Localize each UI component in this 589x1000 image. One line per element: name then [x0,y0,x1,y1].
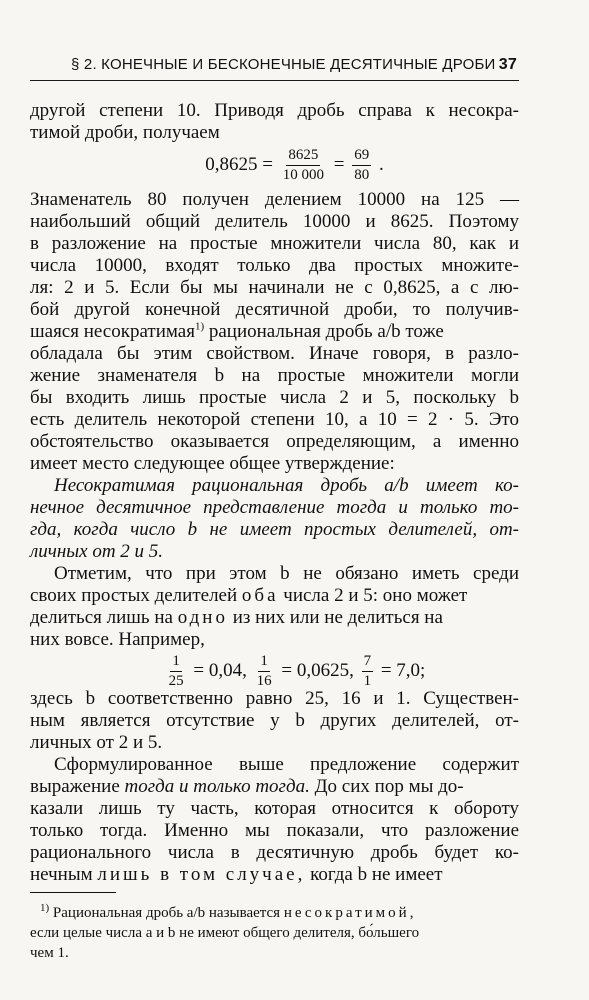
text-line [30,321,519,343]
header-rule [30,80,519,81]
emphasis-spaced: лишь в том случае, [97,864,306,885]
fraction-numerator: 8625 [286,148,320,166]
formula-lhs: 0,8625 = [205,153,273,175]
text-line: бой другой конечной десятичной дроби, то получив- [30,299,519,320]
equals-sign: = [333,153,345,175]
text-line [30,607,519,629]
text-segment: делиться лишь на [30,607,173,628]
fraction [255,654,274,689]
running-head [71,56,519,74]
text-line: рационального числа в десятичную дробь будет ко- [30,842,519,863]
section-title: § 2. КОНЕЧНЫЕ И БЕСКОНЕЧНЫЕ ДЕСЯТИЧНЫЕ ДРОБИ [71,56,496,73]
text-line: только тогда. Именно мы показали, что разложение [30,820,519,841]
text-line: имеет место следующее общее утверждение: [30,453,395,474]
text-segment: рациональная дробь a/b тоже [208,321,444,342]
theorem-line: гда, когда число b не имеет простых делителей, от- [30,519,519,540]
footnote-line [30,904,519,922]
footnote-rule [30,892,116,893]
text-segment: своих простых делителей [30,585,238,606]
text-line: Сформулированное выше предложение содержит [54,754,519,775]
text-line: бы входить лишь простые числа 2 и 5, поскольку b [30,387,519,408]
text-line: жение знаменателя b на простые множители могли [30,365,519,386]
theorem-line: нечное десятичное представление тогда и только то- [30,497,519,518]
fraction [167,654,186,689]
page-number: 37 [498,56,517,73]
fraction-denominator: 16 [256,673,272,689]
formula-examples [0,654,589,689]
text-line: другой степени 10. Приводя дробь справа к несокра- [30,100,519,121]
text-line: ным является отсутствие у b других делителей, от- [30,710,519,731]
fraction-denominator: 1 [363,673,372,689]
text-line: казали лишь ту часть, которая относится к обороту [30,798,519,819]
text-line: обладала бы этим свойством. Иначе говоря, в разло- [30,343,519,364]
emphasis-spaced: оба [241,585,279,606]
formula-end: . [378,153,384,175]
text-line: есть делитель некоторой степени 10, а 10 = 2 · 5. Это [30,409,519,430]
text-line: наибольший общий делитель 10000 и 8625. Поэтому [30,211,519,232]
fraction-denominator: 25 [168,673,184,689]
text-line: в разложение на простые множители числа 80, как и [30,233,519,254]
footnote-text: Рациональная дробь a/b называется [52,905,281,921]
text-line [30,864,519,886]
formula-value: = 0,0625, [281,659,354,681]
formula-value: = 7,0; [380,659,426,681]
text-segment: шаяся несократимая [30,321,195,342]
text-line: обстоятельство оказывается определяющим, а именно [30,431,519,452]
footnote-line: чем 1. [30,945,69,961]
text-line: личных от 2 и 5. [30,732,163,753]
fraction-denominator: 10 000 [282,167,324,183]
footnote-ref: 1) [194,320,205,333]
theorem-line: Несократимая рациональная дробь a/b имеет ко- [54,475,519,496]
theorem-line: личных от 2 и 5. [30,541,164,562]
fraction [352,148,371,183]
footnote-marker: 1) [40,902,50,914]
text-line: Отметим, что при этом b не обязано иметь среди [54,563,519,584]
text-line: здесь b соответственно равно 25, 16 и 1. Существен- [30,688,519,709]
emphasis-spaced: одно [177,607,228,628]
text-line [30,585,519,607]
text-segment: когда b не имеет [310,864,443,885]
text-segment: из них или не делиться на [232,607,443,628]
fraction-numerator: 1 [258,654,270,672]
fraction-denominator: 80 [354,167,370,183]
formula-decimal-to-fraction [0,148,589,183]
text-line: тимой дроби, получаем [30,122,220,143]
formula-value: = 0,04, [193,659,247,681]
fraction [362,654,374,689]
fraction-numerator: 7 [362,654,374,672]
text-line [30,776,519,798]
emphasis-italic: тогда и только тогда. [124,776,310,797]
text-line: числа 10000, входят только два простых множите- [30,255,519,276]
text-line: Знаменатель 80 получен делением 10000 на 125 — [30,189,519,210]
text-line: ля: 2 и 5. Если бы мы начинали не с 0,8625, а с лю- [30,277,519,298]
text-segment: выражение [30,776,120,797]
text-segment: нечным [30,864,93,885]
text-line: них вовсе. Например, [30,629,205,650]
text-segment: числа 2 и 5: оно может [283,585,468,606]
fraction-numerator: 1 [170,654,182,672]
footnote-emphasis: несократимой, [283,905,417,921]
fraction-numerator: 69 [352,148,371,166]
text-segment: До сих пор мы до- [314,776,464,797]
fraction [281,148,326,183]
footnote-line: если целые числа a и b не имеют общего делителя, бо́льшего [30,925,420,941]
